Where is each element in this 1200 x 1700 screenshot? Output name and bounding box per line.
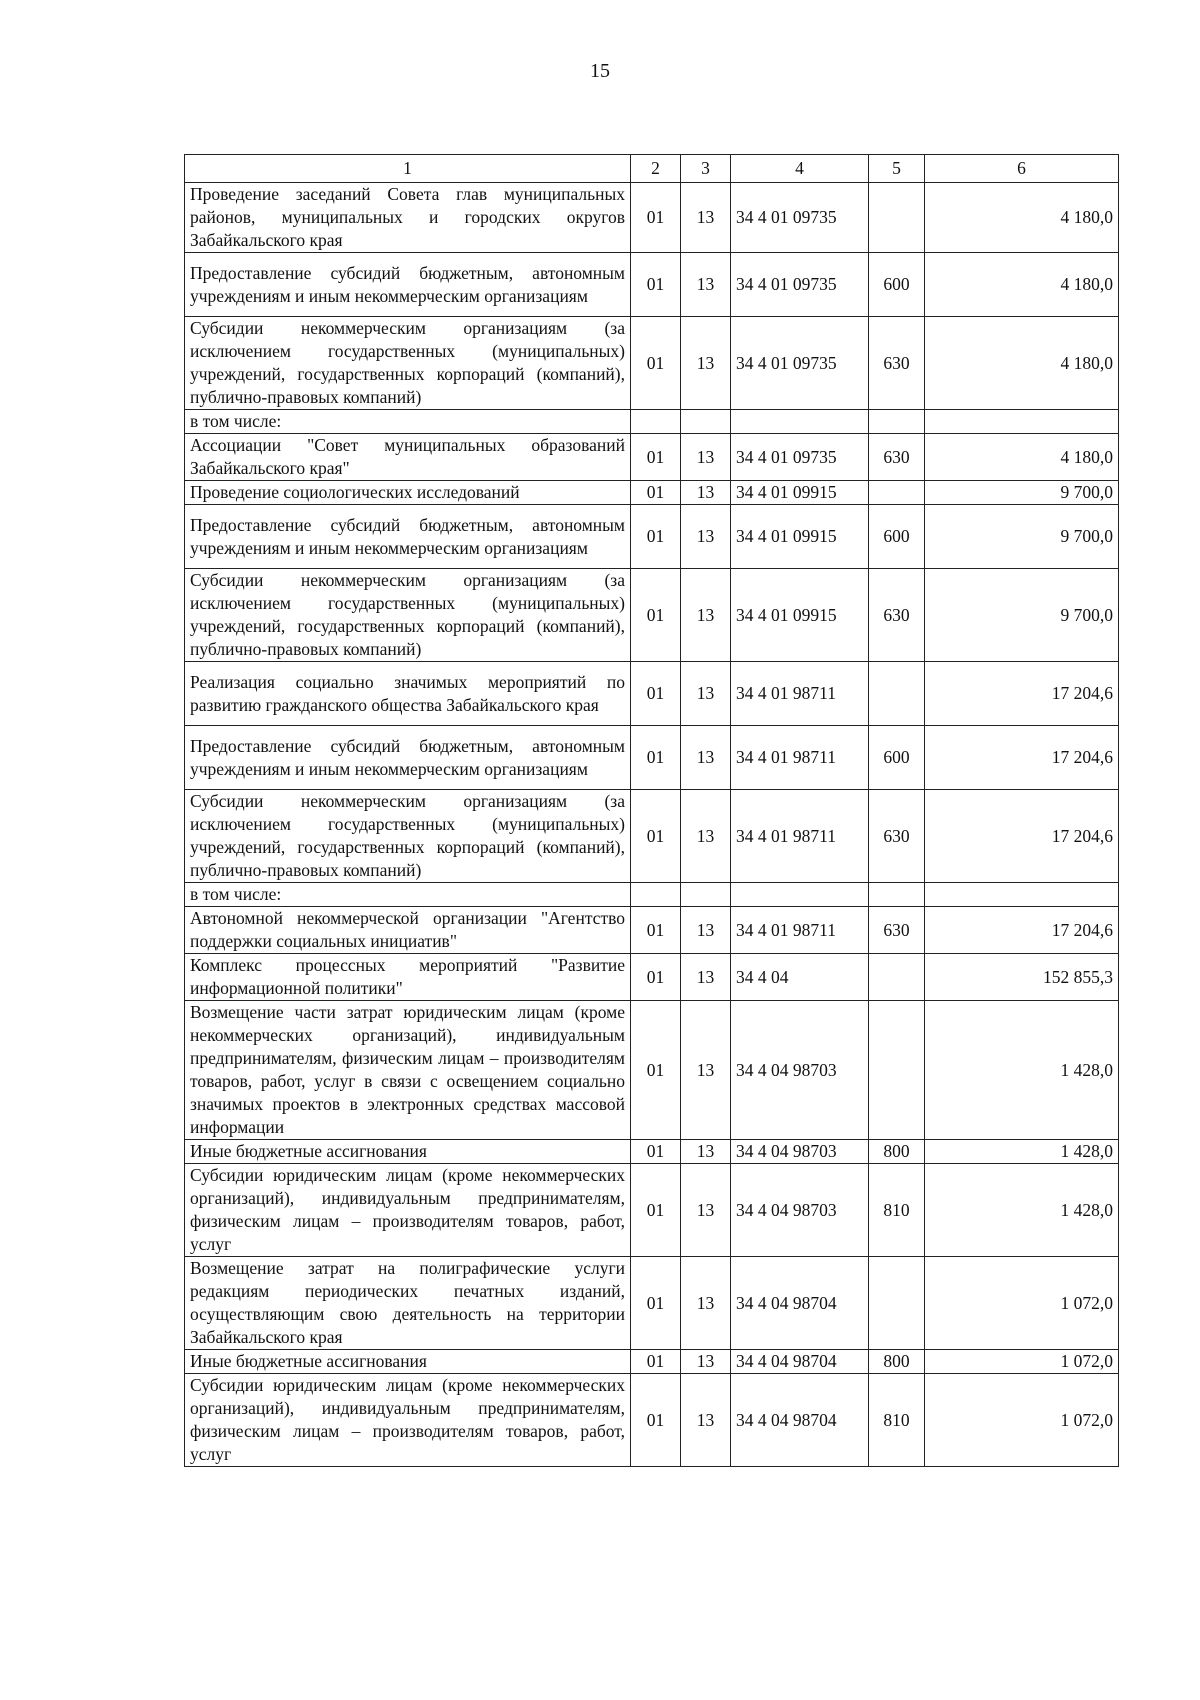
table-row <box>185 954 1119 1001</box>
cell-sum: 17 204,6 <box>925 662 1119 726</box>
cell-csr: 34 4 04 98703 <box>731 1164 869 1257</box>
cell-sum: 1 428,0 <box>925 1164 1119 1257</box>
cell-csr: 34 4 01 98711 <box>731 662 869 726</box>
cell-csr: 34 4 01 09915 <box>731 481 869 505</box>
cell-vr <box>869 481 925 505</box>
cell-name: Автономной некоммерческой организации "Агентство поддержки социальных инициатив" <box>185 907 631 954</box>
cell-sum: 9 700,0 <box>925 505 1119 569</box>
cell-csr <box>731 883 869 907</box>
cell-sum: 17 204,6 <box>925 726 1119 790</box>
cell-csr: 34 4 01 09735 <box>731 253 869 317</box>
cell-rz: 01 <box>631 1164 681 1257</box>
cell-name: Субсидии юридическим лицам (кроме некоммерческих организаций), индивидуальным предпринимателям, физическим лицам – производителям товаров, работ, услуг <box>185 1374 631 1467</box>
cell-rz: 01 <box>631 907 681 954</box>
cell-name: Проведение социологических исследований <box>185 481 631 505</box>
cell-pr: 13 <box>681 505 731 569</box>
table-row <box>185 569 1119 662</box>
cell-name: Возмещение затрат на полиграфические услуги редакциям периодических печатных изданий, осуществляющим свою деятельность на территории Забайкальского края <box>185 1257 631 1350</box>
cell-sum: 4 180,0 <box>925 434 1119 481</box>
table-row <box>185 1164 1119 1257</box>
header-cell: 1 <box>185 155 631 183</box>
cell-pr: 13 <box>681 481 731 505</box>
cell-name: в том числе: <box>185 410 631 434</box>
cell-name: Ассоциации "Совет муниципальных образований Забайкальского края" <box>185 434 631 481</box>
cell-rz: 01 <box>631 1257 681 1350</box>
cell-rz: 01 <box>631 1374 681 1467</box>
cell-pr: 13 <box>681 726 731 790</box>
table-row <box>185 1001 1119 1140</box>
cell-vr: 810 <box>869 1164 925 1257</box>
cell-csr: 34 4 01 09735 <box>731 317 869 410</box>
cell-pr: 13 <box>681 1164 731 1257</box>
table-header-row <box>185 155 1119 183</box>
cell-rz: 01 <box>631 1140 681 1164</box>
cell-csr: 34 4 01 98711 <box>731 790 869 883</box>
table-row <box>185 662 1119 726</box>
cell-pr: 13 <box>681 1257 731 1350</box>
cell-sum: 17 204,6 <box>925 907 1119 954</box>
cell-sum: 4 180,0 <box>925 253 1119 317</box>
cell-vr: 630 <box>869 569 925 662</box>
cell-name: в том числе: <box>185 883 631 907</box>
cell-rz: 01 <box>631 954 681 1001</box>
budget-table <box>184 154 1119 1467</box>
cell-name: Субсидии некоммерческим организациям (за исключением государственных (муниципальных) учреждений, государственных корпораций (компаний), публично-правовых компаний) <box>185 317 631 410</box>
cell-rz: 01 <box>631 253 681 317</box>
table-row <box>185 1140 1119 1164</box>
header-cell: 6 <box>925 155 1119 183</box>
cell-pr: 13 <box>681 1350 731 1374</box>
table-row <box>185 253 1119 317</box>
cell-pr <box>681 410 731 434</box>
cell-pr: 13 <box>681 1374 731 1467</box>
cell-rz: 01 <box>631 317 681 410</box>
cell-pr: 13 <box>681 954 731 1001</box>
cell-name: Субсидии некоммерческим организациям (за исключением государственных (муниципальных) учреждений, государственных корпораций (компаний), публично-правовых компаний) <box>185 569 631 662</box>
cell-sum: 4 180,0 <box>925 183 1119 253</box>
cell-vr <box>869 1257 925 1350</box>
cell-vr <box>869 410 925 434</box>
cell-csr: 34 4 01 98711 <box>731 726 869 790</box>
cell-csr: 34 4 01 09915 <box>731 569 869 662</box>
cell-rz: 01 <box>631 662 681 726</box>
cell-vr: 600 <box>869 253 925 317</box>
cell-name: Комплекс процессных мероприятий "Развитие информационной политики" <box>185 954 631 1001</box>
table-row <box>185 726 1119 790</box>
cell-pr: 13 <box>681 1140 731 1164</box>
cell-name: Иные бюджетные ассигнования <box>185 1140 631 1164</box>
cell-csr: 34 4 01 09735 <box>731 434 869 481</box>
cell-vr: 630 <box>869 790 925 883</box>
header-cell: 2 <box>631 155 681 183</box>
cell-sum: 9 700,0 <box>925 481 1119 505</box>
cell-pr: 13 <box>681 790 731 883</box>
cell-name: Предоставление субсидий бюджетным, автономным учреждениям и иным некоммерческим организациям <box>185 505 631 569</box>
cell-name: Проведение заседаний Совета глав муниципальных районов, муниципальных и городских округов Забайкальского края <box>185 183 631 253</box>
cell-sum: 4 180,0 <box>925 317 1119 410</box>
cell-vr <box>869 662 925 726</box>
cell-sum: 17 204,6 <box>925 790 1119 883</box>
cell-rz: 01 <box>631 790 681 883</box>
cell-name: Реализация социально значимых мероприятий по развитию гражданского общества Забайкальского края <box>185 662 631 726</box>
cell-name: Предоставление субсидий бюджетным, автономным учреждениям и иным некоммерческим организациям <box>185 253 631 317</box>
table-row <box>185 481 1119 505</box>
cell-rz <box>631 883 681 907</box>
table-row <box>185 907 1119 954</box>
cell-name: Субсидии юридическим лицам (кроме некоммерческих организаций), индивидуальным предпринимателям, физическим лицам – производителям товаров, работ, услуг <box>185 1164 631 1257</box>
cell-vr: 800 <box>869 1350 925 1374</box>
table-row <box>185 1257 1119 1350</box>
cell-pr: 13 <box>681 662 731 726</box>
table-row <box>185 883 1119 907</box>
table-row <box>185 505 1119 569</box>
table-row <box>185 1350 1119 1374</box>
table-row <box>185 317 1119 410</box>
cell-csr <box>731 410 869 434</box>
cell-rz: 01 <box>631 1350 681 1374</box>
cell-name: Возмещение части затрат юридическим лицам (кроме некоммерческих организаций), индивидуальным предпринимателям, физическим лицам – производителям товаров, работ, услуг в связи с освещением социально значимых проектов в электронных средствах массовой информации <box>185 1001 631 1140</box>
cell-rz: 01 <box>631 481 681 505</box>
cell-sum: 152 855,3 <box>925 954 1119 1001</box>
cell-sum: 9 700,0 <box>925 569 1119 662</box>
cell-csr: 34 4 01 98711 <box>731 907 869 954</box>
cell-vr: 800 <box>869 1140 925 1164</box>
cell-rz: 01 <box>631 569 681 662</box>
cell-name: Предоставление субсидий бюджетным, автономным учреждениям и иным некоммерческим организациям <box>185 726 631 790</box>
cell-csr: 34 4 04 98703 <box>731 1001 869 1140</box>
cell-name: Субсидии некоммерческим организациям (за исключением государственных (муниципальных) учреждений, государственных корпораций (компаний), публично-правовых компаний) <box>185 790 631 883</box>
cell-vr <box>869 1001 925 1140</box>
cell-pr <box>681 883 731 907</box>
table-row <box>185 790 1119 883</box>
cell-csr: 34 4 04 98703 <box>731 1140 869 1164</box>
cell-vr: 630 <box>869 434 925 481</box>
table-row <box>185 1374 1119 1467</box>
cell-sum: 1 428,0 <box>925 1140 1119 1164</box>
cell-rz: 01 <box>631 505 681 569</box>
cell-csr: 34 4 04 98704 <box>731 1350 869 1374</box>
cell-rz: 01 <box>631 183 681 253</box>
header-cell: 4 <box>731 155 869 183</box>
cell-rz: 01 <box>631 1001 681 1140</box>
cell-sum: 1 072,0 <box>925 1257 1119 1350</box>
cell-pr: 13 <box>681 183 731 253</box>
cell-pr: 13 <box>681 907 731 954</box>
header-cell: 3 <box>681 155 731 183</box>
cell-vr <box>869 954 925 1001</box>
page-number: 15 <box>590 60 610 82</box>
cell-rz: 01 <box>631 726 681 790</box>
cell-vr: 630 <box>869 907 925 954</box>
cell-csr: 34 4 04 <box>731 954 869 1001</box>
cell-csr: 34 4 04 98704 <box>731 1257 869 1350</box>
table-row <box>185 410 1119 434</box>
cell-vr: 600 <box>869 505 925 569</box>
cell-csr: 34 4 04 98704 <box>731 1374 869 1467</box>
cell-name: Иные бюджетные ассигнования <box>185 1350 631 1374</box>
cell-pr: 13 <box>681 434 731 481</box>
cell-vr <box>869 883 925 907</box>
cell-sum <box>925 883 1119 907</box>
cell-pr: 13 <box>681 569 731 662</box>
cell-csr: 34 4 01 09915 <box>731 505 869 569</box>
table-row <box>185 183 1119 253</box>
cell-rz: 01 <box>631 434 681 481</box>
cell-vr: 810 <box>869 1374 925 1467</box>
cell-pr: 13 <box>681 253 731 317</box>
cell-sum <box>925 410 1119 434</box>
cell-vr: 630 <box>869 317 925 410</box>
header-cell: 5 <box>869 155 925 183</box>
cell-csr: 34 4 01 09735 <box>731 183 869 253</box>
table-row <box>185 434 1119 481</box>
cell-sum: 1 428,0 <box>925 1001 1119 1140</box>
cell-pr: 13 <box>681 1001 731 1140</box>
cell-vr <box>869 183 925 253</box>
cell-sum: 1 072,0 <box>925 1374 1119 1467</box>
cell-vr: 600 <box>869 726 925 790</box>
cell-pr: 13 <box>681 317 731 410</box>
cell-rz <box>631 410 681 434</box>
cell-sum: 1 072,0 <box>925 1350 1119 1374</box>
